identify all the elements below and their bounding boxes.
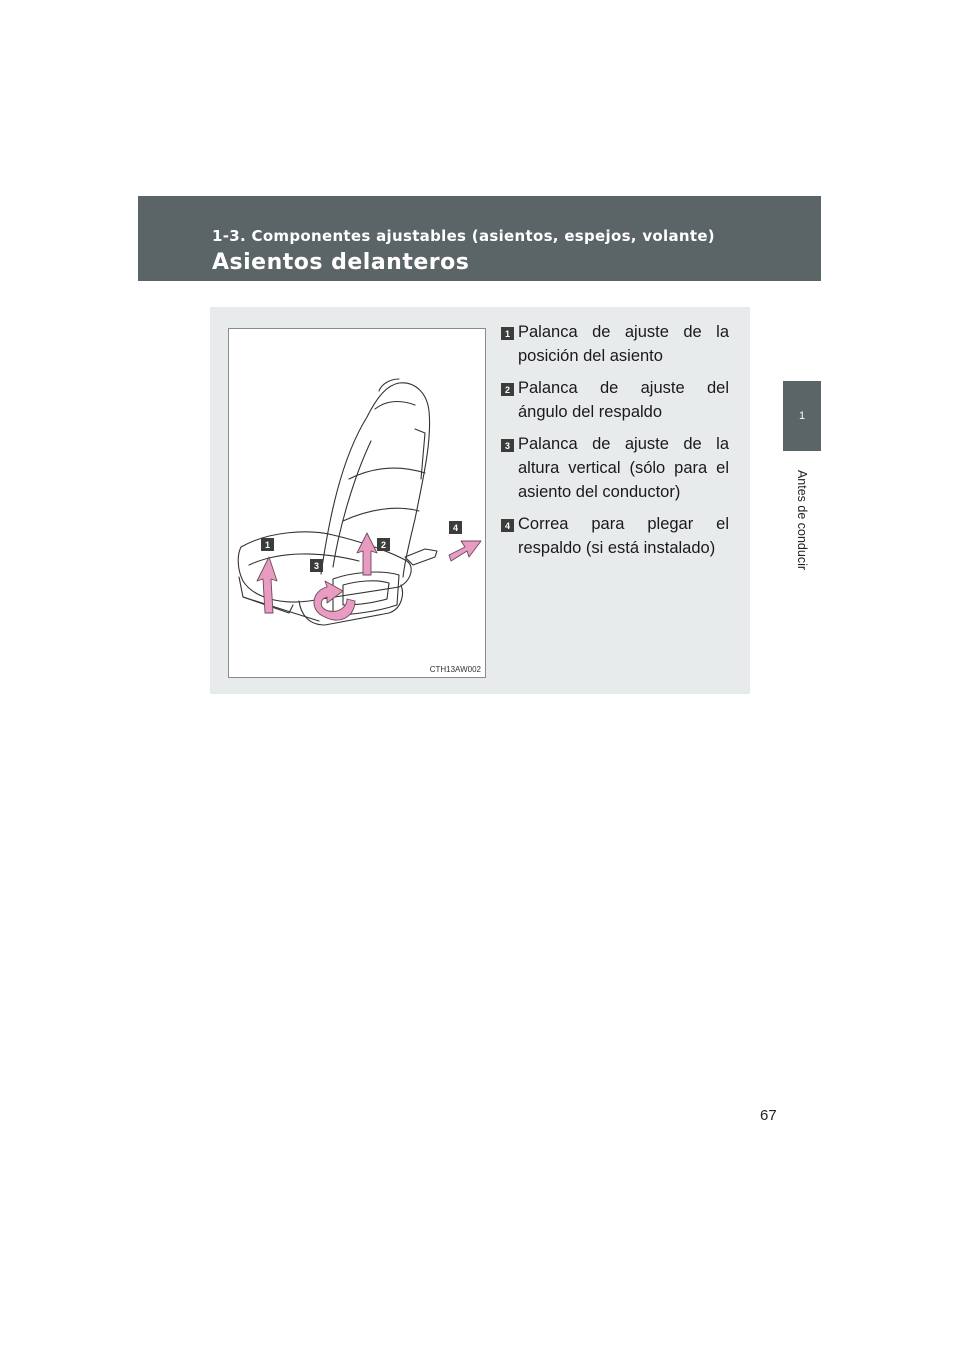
callout-2: 2 xyxy=(377,538,390,551)
chapter-header xyxy=(138,196,821,281)
callout-4: 4 xyxy=(449,521,462,534)
legend-item xyxy=(499,376,729,424)
legend-number: 4 xyxy=(501,519,514,532)
page-title: Asientos delanteros xyxy=(212,250,470,275)
legend-item xyxy=(499,320,729,368)
illustration-panel xyxy=(210,307,750,694)
legend-item xyxy=(499,512,729,560)
legend-text: Correa para plegar el respaldo (si está instalado) xyxy=(518,515,729,557)
page-number: 67 xyxy=(760,1107,777,1124)
legend-text: Palanca de ajuste de la altura vertical (sólo para el asiento del conductor) xyxy=(518,435,729,501)
legend-item xyxy=(499,432,729,504)
seat-figure xyxy=(228,328,486,678)
legend-number: 2 xyxy=(501,383,514,396)
legend-list xyxy=(499,320,729,568)
figure-code: CTH13AW002 xyxy=(429,665,481,674)
chapter-number: 1 xyxy=(798,410,806,422)
seat-illustration xyxy=(229,329,485,677)
legend-text: Palanca de ajuste del ángulo del respaldo xyxy=(518,379,729,421)
section-label: 1-3. Componentes ajustables (asientos, espejos, volante) xyxy=(212,227,715,245)
chapter-title: Antes de conducir xyxy=(795,469,809,571)
chapter-tab[interactable] xyxy=(783,381,821,451)
legend-number: 1 xyxy=(501,327,514,340)
legend-text: Palanca de ajuste de la posición del asiento xyxy=(518,323,729,365)
legend-number: 3 xyxy=(501,439,514,452)
callout-3: 3 xyxy=(310,559,323,572)
callout-1: 1 xyxy=(261,538,274,551)
